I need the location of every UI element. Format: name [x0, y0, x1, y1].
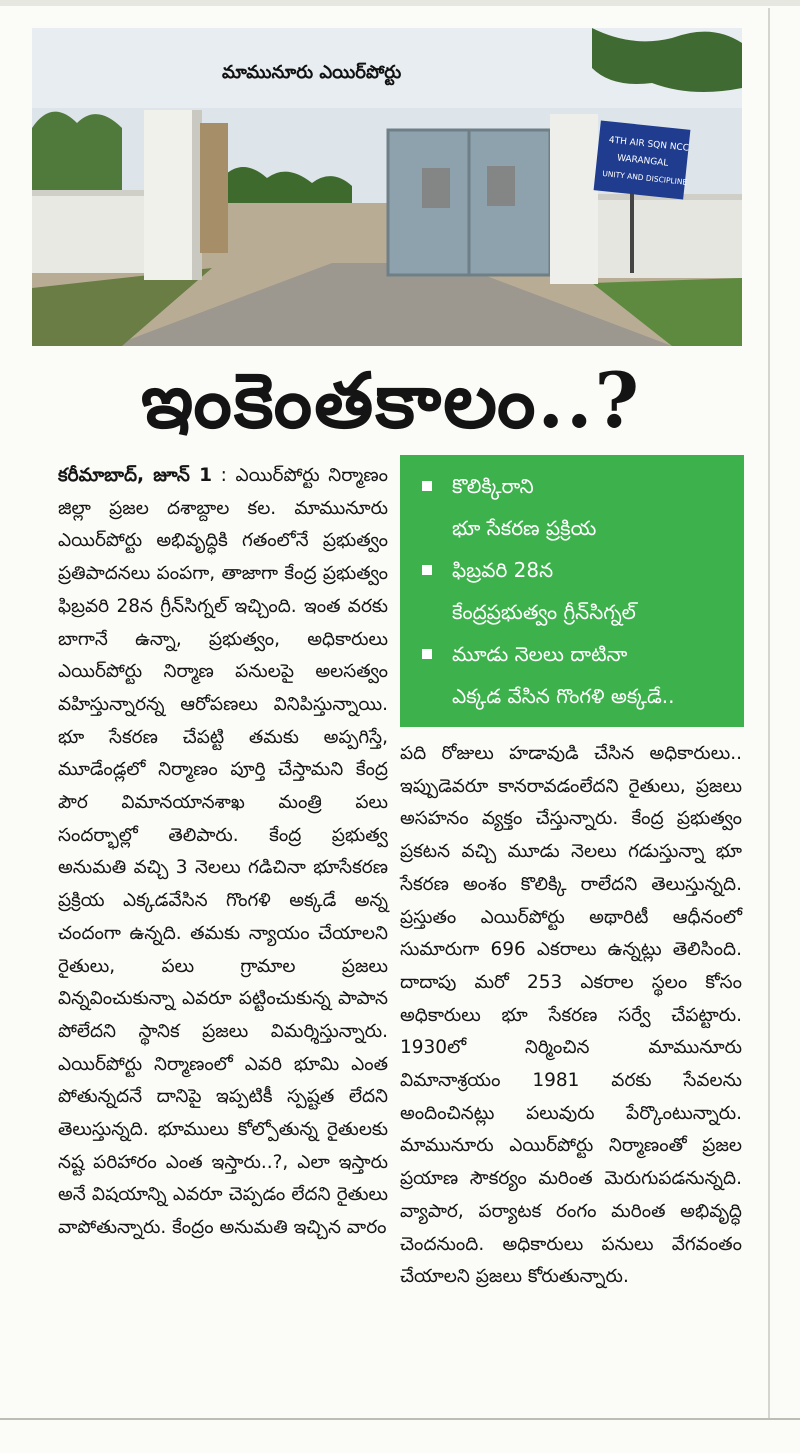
highlight-item [400, 633, 744, 717]
photo-caption: మామునూరు ఎయిర్‌పోర్టు [222, 62, 402, 83]
article-column-right [400, 738, 742, 1294]
column-rule [768, 8, 770, 1418]
highlight-line: ఎక్కడ వేసిన గొంగళి అక్కడే.. [452, 684, 675, 708]
svg-text:UNITY AND DISCIPLINE: UNITY AND DISCIPLINE [601, 168, 688, 187]
highlight-line: ఫిబ్రవరి 28న [452, 558, 554, 582]
highlight-item [400, 465, 744, 549]
square-bullet-icon [422, 649, 432, 659]
svg-text:WARANGAL: WARANGAL [616, 153, 669, 169]
square-bullet-icon [422, 481, 432, 491]
highlights-box [400, 455, 744, 727]
highlight-item [400, 549, 744, 633]
article-continued-paragraph: పది రోజులు హడావుడి చేసిన అధికారులు.. ఇప్పుడెవరూ కానరావడంలేదని రైతులు, ప్రజలు అసహనం వ్యక్తం చేస్తున్నారు. కేంద్ర ప్రభుత్వం ప్రకటన వచ్చి మూడు నెలలు గడుస్తున్నా భూ సేకరణ అంశం కొలిక్కి రాలేదని తెలుస్తున్నది. ప్రస్తుతం ఎయిర్‌పోర్టు అథారిటీ ఆధీనంలో సుమారుగా 696 ఎకరాలు ఉన్నట్లు తెలిసింది. దాదాపు మరో 253 ఎకరాల స్థలం కోసం అధికారులు భూ సేకరణ సర్వే చేపట్టారు. 1930లో నిర్మించిన మామునూరు విమానాశ్రయం 1981 వరకు సేవలను అందించినట్లు పలువురు పేర్కొంటున్నారు. మామునూరు ఎయిర్‌పోర్టు నిర్మాణంతో ప్రజల ప్రయాణ సౌకర్యం మరింత మెరుగుపడనున్నది. వ్యాపార, పర్యాటక రంగం మరింత అభివృద్ధి చెందనుంది. అధికారులు పనులు వేగవంతం చేయాలని ప్రజలు కోరుతున్నారు. [400, 743, 742, 1288]
highlight-line: కొలిక్కిరాని [452, 474, 534, 498]
article-lead-paragraph [58, 460, 388, 1245]
lead-text: : ఎయిర్‌పోర్టు నిర్మాణం జిల్లా ప్రజల దశాబ్దాల కల. మామునూరు ఎయిర్‌పోర్టు అభివృద్ధికి గతంలోనే ప్రభుత్వం ప్రతిపాదనలు పంపగా, తాజాగా కేంద్ర ప్రభుత్వం ఫిబ్రవరి 28న గ్రీన్‌సిగ్నల్‌ ఇచ్చింది. ఇంత వరకు బాగానే ఉన్నా, ప్రభుత్వం, అధికారులు ఎయిర్‌పోర్టు నిర్మాణ పనులపై అలసత్వం వహిస్తున్నారన్న ఆరోపణలు వినిపిస్తున్నాయి. భూ సేకరణ చేపట్టి తమకు అప్పగిస్తే, మూడేండ్లలో నిర్మాణం పూర్తి చేస్తామని కేంద్ర పౌర విమానయానశాఖ మంత్రి పలు సందర్భాల్లో తెలిపారు. కేంద్ర ప్రభుత్వ అనుమతి వచ్చి 3 నెలలు గడిచినా భూసేకరణ ప్రక్రియ ఎక్కడవేసిన గొంగళి అక్కడే అన్న చందంగా ఉన్నది. తమకు న్యాయం చేయాలని రైతులు, పలు గ్రామాల ప్రజలు విన్నవించుకున్నా ఎవరూ పట్టించుకున్న పాపాన పోలేదని స్థానిక ప్రజలు విమర్శిస్తున్నారు. ఎయిర్‌పోర్టు నిర్మాణంలో ఎవరి భూమి ఎంత పోతున్నదనే దానిపై ఇప్పటికీ స్పష్టత లేదని తెలుస్తున్నది. భూములు కోల్పోతున్న రైతులకు నష్ట పరిహారం ఎంత ఇస్తారు..?, ఎలా ఇస్తారు అనే విషయాన్ని ఎవరూ చెప్పడం లేదని రైతులు వాపోతున్నారు. కేంద్రం అనుమతి ఇచ్చిన వారం [58, 465, 388, 1239]
article-column-left [58, 460, 388, 1245]
highlight-line: మూడు నెలలు దాటినా [452, 642, 628, 666]
airport-gate-photo [32, 28, 742, 346]
top-strip [0, 0, 800, 6]
bottom-rule [0, 1418, 800, 1420]
square-bullet-icon [422, 565, 432, 575]
highlight-line: కేంద్రప్రభుత్వం గ్రీన్‌సిగ్నల్‌ [452, 600, 636, 624]
dateline: కరీమాబాద్‌, జూన్‌ 1 [58, 465, 212, 486]
svg-text:4TH AIR SQN NCC: 4TH AIR SQN NCC [608, 135, 690, 154]
highlight-line: భూ సేకరణ ప్రక్రియ [452, 516, 597, 540]
headline: ఇంకెంతకాలం..? [141, 356, 641, 445]
